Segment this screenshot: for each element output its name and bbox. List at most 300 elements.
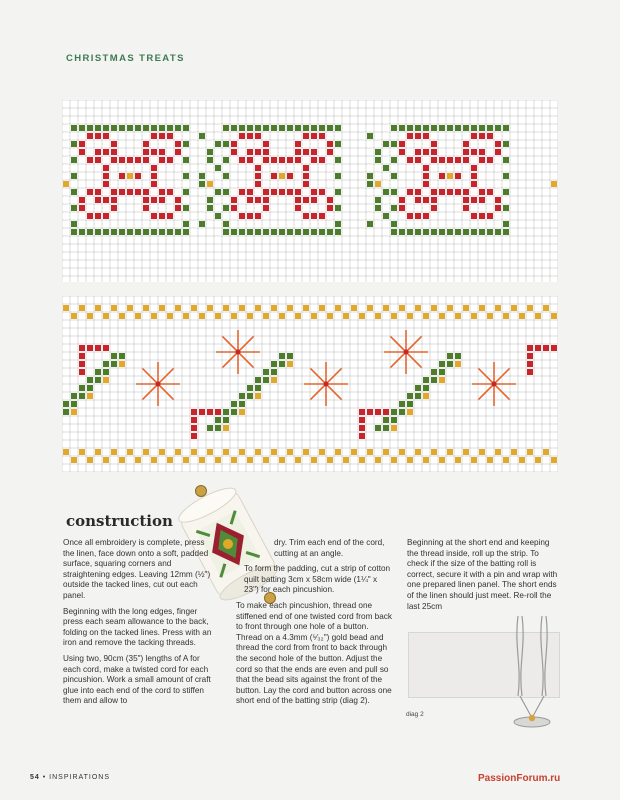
red-stitch: [471, 181, 477, 187]
green-stitch: [455, 353, 461, 359]
green-stitch: [119, 229, 125, 235]
green-stitch: [495, 125, 501, 131]
red-stitch: [175, 141, 181, 147]
cross-stitch-chart-top: [62, 100, 558, 282]
red-stitch: [103, 213, 109, 219]
red-stitch: [263, 141, 269, 147]
red-stitch: [263, 157, 269, 163]
green-stitch: [415, 229, 421, 235]
gold-stitch: [103, 313, 109, 319]
red-stitch: [271, 189, 277, 195]
green-stitch: [455, 229, 461, 235]
green-stitch: [239, 401, 245, 407]
red-stitch: [327, 141, 333, 147]
green-stitch: [335, 205, 341, 211]
red-stitch: [471, 173, 477, 179]
gold-stitch: [551, 181, 557, 187]
gold-stitch: [239, 449, 245, 455]
gold-stitch: [447, 449, 453, 455]
red-stitch: [247, 133, 253, 139]
green-stitch: [71, 393, 77, 399]
green-stitch: [79, 125, 85, 131]
red-stitch: [487, 157, 493, 163]
red-stitch: [143, 149, 149, 155]
red-stitch: [295, 157, 301, 163]
gold-stitch: [71, 409, 77, 415]
green-stitch: [199, 221, 205, 227]
gold-stitch: [399, 449, 405, 455]
red-stitch: [495, 205, 501, 211]
red-stitch: [103, 345, 109, 351]
red-stitch: [151, 181, 157, 187]
green-stitch: [375, 425, 381, 431]
page-number: 54: [30, 774, 40, 781]
green-stitch: [183, 189, 189, 195]
red-stitch: [295, 149, 301, 155]
red-stitch: [471, 133, 477, 139]
red-stitch: [463, 149, 469, 155]
gold-stitch: [95, 305, 101, 311]
green-stitch: [263, 377, 269, 383]
article-heading: construction: [66, 512, 173, 530]
green-stitch: [143, 229, 149, 235]
green-stitch: [71, 229, 77, 235]
red-stitch: [175, 205, 181, 211]
green-stitch: [415, 125, 421, 131]
gold-stitch: [479, 305, 485, 311]
gold-stitch: [191, 305, 197, 311]
green-stitch: [223, 173, 229, 179]
red-stitch: [279, 157, 285, 163]
green-stitch: [383, 189, 389, 195]
red-stitch: [167, 133, 173, 139]
red-stitch: [103, 181, 109, 187]
gold-stitch: [535, 457, 541, 463]
gold-stitch: [359, 457, 365, 463]
red-stitch: [95, 189, 101, 195]
green-stitch: [463, 229, 469, 235]
red-stitch: [431, 205, 437, 211]
gold-stitch: [263, 457, 269, 463]
green-stitch: [231, 125, 237, 131]
red-stitch: [215, 409, 221, 415]
gold-stitch: [287, 305, 293, 311]
gold-stitch: [271, 305, 277, 311]
gold-stitch: [63, 305, 69, 311]
red-stitch: [463, 189, 469, 195]
green-stitch: [495, 229, 501, 235]
gold-stitch: [487, 313, 493, 319]
gold-stitch: [239, 305, 245, 311]
green-stitch: [391, 125, 397, 131]
red-stitch: [311, 157, 317, 163]
gold-stitch: [543, 305, 549, 311]
green-stitch: [479, 229, 485, 235]
red-stitch: [159, 149, 165, 155]
gold-stitch: [367, 449, 373, 455]
green-stitch: [87, 385, 93, 391]
red-stitch: [359, 425, 365, 431]
gold-stitch: [167, 313, 173, 319]
green-stitch: [391, 173, 397, 179]
gold-stitch: [447, 173, 453, 179]
gold-stitch: [527, 449, 533, 455]
gold-stitch: [207, 449, 213, 455]
green-stitch: [319, 125, 325, 131]
red-stitch: [415, 189, 421, 195]
red-stitch: [439, 173, 445, 179]
green-stitch: [207, 197, 213, 203]
green-stitch: [375, 157, 381, 163]
red-stitch: [199, 409, 205, 415]
green-stitch: [423, 377, 429, 383]
green-stitch: [183, 221, 189, 227]
green-stitch: [87, 229, 93, 235]
red-stitch: [431, 149, 437, 155]
green-stitch: [71, 157, 77, 163]
gold-stitch: [63, 449, 69, 455]
green-stitch: [383, 425, 389, 431]
red-stitch: [79, 361, 85, 367]
red-stitch: [95, 149, 101, 155]
gold-stitch: [79, 449, 85, 455]
green-stitch: [215, 417, 221, 423]
green-stitch: [255, 125, 261, 131]
gold-stitch: [447, 305, 453, 311]
gold-stitch: [103, 457, 109, 463]
red-stitch: [135, 157, 141, 163]
red-stitch: [175, 149, 181, 155]
green-stitch: [247, 125, 253, 131]
red-stitch: [327, 205, 333, 211]
green-stitch: [487, 125, 493, 131]
red-stitch: [479, 157, 485, 163]
red-stitch: [447, 157, 453, 163]
green-stitch: [399, 401, 405, 407]
gold-stitch: [319, 305, 325, 311]
gold-stitch: [119, 313, 125, 319]
green-stitch: [79, 393, 85, 399]
gold-stitch: [207, 181, 213, 187]
green-stitch: [375, 149, 381, 155]
gold-stitch: [407, 457, 413, 463]
green-stitch: [399, 229, 405, 235]
green-stitch: [319, 229, 325, 235]
gold-stitch: [255, 393, 261, 399]
gold-stitch: [335, 449, 341, 455]
gold-stitch: [183, 313, 189, 319]
green-stitch: [423, 385, 429, 391]
gold-stitch: [519, 457, 525, 463]
paragraph: Once all embroidery is complete, press the linen, face down onto a soft, padded surface, squaring corners and straightening edges. Leaving 12mm (½") outside the tacked lines, cut out each panel.: [63, 538, 211, 600]
green-stitch: [111, 353, 117, 359]
magazine-name: INSPIRATIONS: [49, 774, 111, 781]
green-stitch: [183, 173, 189, 179]
red-stitch: [167, 213, 173, 219]
gold-stitch: [407, 409, 413, 415]
paragraph: dry. Trim each end of the cord, cutting at an angle.: [274, 538, 385, 558]
red-stitch: [431, 157, 437, 163]
star-centre: [236, 350, 241, 355]
gold-stitch: [287, 361, 293, 367]
red-stitch: [415, 197, 421, 203]
green-stitch: [119, 353, 125, 359]
gold-stitch: [223, 425, 229, 431]
green-stitch: [279, 229, 285, 235]
gold-stitch: [543, 449, 549, 455]
gold-stitch: [455, 361, 461, 367]
green-stitch: [239, 393, 245, 399]
red-stitch: [439, 157, 445, 163]
green-stitch: [111, 125, 117, 131]
red-stitch: [239, 213, 245, 219]
green-stitch: [367, 173, 373, 179]
green-stitch: [223, 409, 229, 415]
red-stitch: [311, 149, 317, 155]
red-stitch: [263, 189, 269, 195]
gold-stitch: [223, 305, 229, 311]
gold-stitch: [431, 449, 437, 455]
red-stitch: [79, 345, 85, 351]
gold-stitch: [247, 313, 253, 319]
gold-stitch: [311, 313, 317, 319]
gold-stitch: [87, 313, 93, 319]
green-stitch: [391, 221, 397, 227]
red-stitch: [95, 133, 101, 139]
green-stitch: [287, 125, 293, 131]
gold-stitch: [495, 305, 501, 311]
green-stitch: [199, 173, 205, 179]
red-stitch: [407, 213, 413, 219]
gold-stitch: [391, 425, 397, 431]
green-stitch: [487, 229, 493, 235]
green-stitch: [223, 205, 229, 211]
gold-stitch: [287, 449, 293, 455]
red-stitch: [287, 189, 293, 195]
red-stitch: [471, 149, 477, 155]
green-stitch: [255, 377, 261, 383]
red-stitch: [263, 205, 269, 211]
red-stitch: [191, 433, 197, 439]
green-stitch: [95, 125, 101, 131]
gold-stitch: [327, 457, 333, 463]
gold-stitch: [63, 181, 69, 187]
paragraph: Using two, 90cm (35") lengths of A for each cord, make a twisted cord for each pincushion. Work a small amount of craft glue into each end of the cord to stiffen them and allow to: [63, 653, 211, 706]
red-stitch: [399, 141, 405, 147]
red-stitch: [159, 133, 165, 139]
text-column-3: [407, 538, 559, 617]
gold-stitch: [119, 361, 125, 367]
red-stitch: [367, 409, 373, 415]
gold-stitch: [71, 457, 77, 463]
diagram-label: diag 2: [406, 711, 424, 718]
red-stitch: [143, 189, 149, 195]
green-stitch: [79, 385, 85, 391]
green-stitch: [247, 393, 253, 399]
green-stitch: [199, 133, 205, 139]
gold-stitch: [95, 449, 101, 455]
green-stitch: [95, 229, 101, 235]
gold-stitch: [231, 457, 237, 463]
red-stitch: [271, 173, 277, 179]
red-stitch: [431, 141, 437, 147]
gold-stitch: [343, 457, 349, 463]
red-stitch: [79, 369, 85, 375]
red-stitch: [191, 409, 197, 415]
green-stitch: [383, 213, 389, 219]
green-stitch: [159, 229, 165, 235]
green-stitch: [287, 353, 293, 359]
green-stitch: [71, 141, 77, 147]
green-stitch: [407, 393, 413, 399]
green-stitch: [87, 125, 93, 131]
red-stitch: [423, 173, 429, 179]
green-stitch: [215, 425, 221, 431]
gold-stitch: [479, 449, 485, 455]
gold-stitch: [383, 305, 389, 311]
red-stitch: [143, 205, 149, 211]
green-stitch: [215, 165, 221, 171]
gold-stitch: [415, 449, 421, 455]
red-stitch: [135, 189, 141, 195]
red-stitch: [495, 141, 501, 147]
red-stitch: [175, 197, 181, 203]
green-stitch: [263, 229, 269, 235]
gold-stitch: [199, 457, 205, 463]
red-stitch: [79, 197, 85, 203]
red-stitch: [319, 213, 325, 219]
green-stitch: [71, 125, 77, 131]
green-stitch: [103, 125, 109, 131]
red-stitch: [383, 409, 389, 415]
green-stitch: [447, 229, 453, 235]
green-stitch: [303, 125, 309, 131]
red-stitch: [527, 361, 533, 367]
green-stitch: [247, 229, 253, 235]
red-stitch: [319, 133, 325, 139]
red-stitch: [247, 213, 253, 219]
red-stitch: [191, 425, 197, 431]
gold-stitch: [271, 449, 277, 455]
red-stitch: [151, 149, 157, 155]
gold-stitch: [279, 173, 285, 179]
red-stitch: [535, 345, 541, 351]
green-stitch: [215, 141, 221, 147]
red-stitch: [415, 133, 421, 139]
green-stitch: [423, 125, 429, 131]
red-stitch: [287, 157, 293, 163]
gold-stitch: [487, 457, 493, 463]
red-stitch: [479, 197, 485, 203]
green-stitch: [223, 229, 229, 235]
red-stitch: [527, 345, 533, 351]
green-stitch: [231, 229, 237, 235]
red-stitch: [487, 133, 493, 139]
green-stitch: [183, 205, 189, 211]
red-stitch: [295, 197, 301, 203]
red-stitch: [455, 157, 461, 163]
red-stitch: [295, 141, 301, 147]
red-stitch: [431, 189, 437, 195]
gold-stitch: [511, 305, 517, 311]
red-stitch: [287, 173, 293, 179]
green-stitch: [479, 125, 485, 131]
red-stitch: [407, 133, 413, 139]
red-stitch: [239, 157, 245, 163]
red-stitch: [151, 197, 157, 203]
green-stitch: [503, 125, 509, 131]
gold-stitch: [127, 173, 133, 179]
green-stitch: [95, 377, 101, 383]
paragraph: Beginning with the long edges, finger press each seam allowance to the back, folding on the tacked lines. Press with an iron and remove the tacking threads.: [63, 606, 212, 648]
gold-stitch: [183, 457, 189, 463]
red-stitch: [327, 149, 333, 155]
red-stitch: [311, 133, 317, 139]
green-stitch: [231, 409, 237, 415]
red-stitch: [471, 197, 477, 203]
red-stitch: [119, 173, 125, 179]
gold-stitch: [327, 313, 333, 319]
green-stitch: [183, 141, 189, 147]
red-stitch: [463, 205, 469, 211]
red-stitch: [151, 173, 157, 179]
green-stitch: [215, 189, 221, 195]
red-stitch: [399, 149, 405, 155]
green-stitch: [439, 369, 445, 375]
green-stitch: [87, 377, 93, 383]
chart-bottom-svg: [62, 296, 558, 472]
green-stitch: [439, 229, 445, 235]
gold-stitch: [463, 305, 469, 311]
gold-stitch: [519, 313, 525, 319]
red-stitch: [399, 205, 405, 211]
green-stitch: [71, 189, 77, 195]
red-stitch: [311, 189, 317, 195]
red-stitch: [143, 197, 149, 203]
red-stitch: [111, 141, 117, 147]
red-stitch: [479, 133, 485, 139]
green-stitch: [503, 141, 509, 147]
green-stitch: [183, 229, 189, 235]
red-stitch: [423, 149, 429, 155]
gold-stitch: [215, 313, 221, 319]
green-stitch: [247, 385, 253, 391]
red-stitch: [191, 417, 197, 423]
red-stitch: [359, 417, 365, 423]
green-stitch: [127, 229, 133, 235]
red-stitch: [103, 173, 109, 179]
red-stitch: [431, 197, 437, 203]
gold-stitch: [311, 457, 317, 463]
red-stitch: [159, 213, 165, 219]
gold-stitch: [167, 457, 173, 463]
green-stitch: [103, 361, 109, 367]
green-stitch: [439, 361, 445, 367]
red-stitch: [255, 133, 261, 139]
green-stitch: [223, 125, 229, 131]
green-stitch: [271, 229, 277, 235]
green-stitch: [63, 409, 69, 415]
red-stitch: [167, 189, 173, 195]
green-stitch: [439, 125, 445, 131]
red-stitch: [103, 165, 109, 171]
red-stitch: [479, 213, 485, 219]
green-stitch: [287, 229, 293, 235]
gold-stitch: [151, 457, 157, 463]
red-stitch: [111, 189, 117, 195]
red-stitch: [111, 197, 117, 203]
green-stitch: [199, 181, 205, 187]
